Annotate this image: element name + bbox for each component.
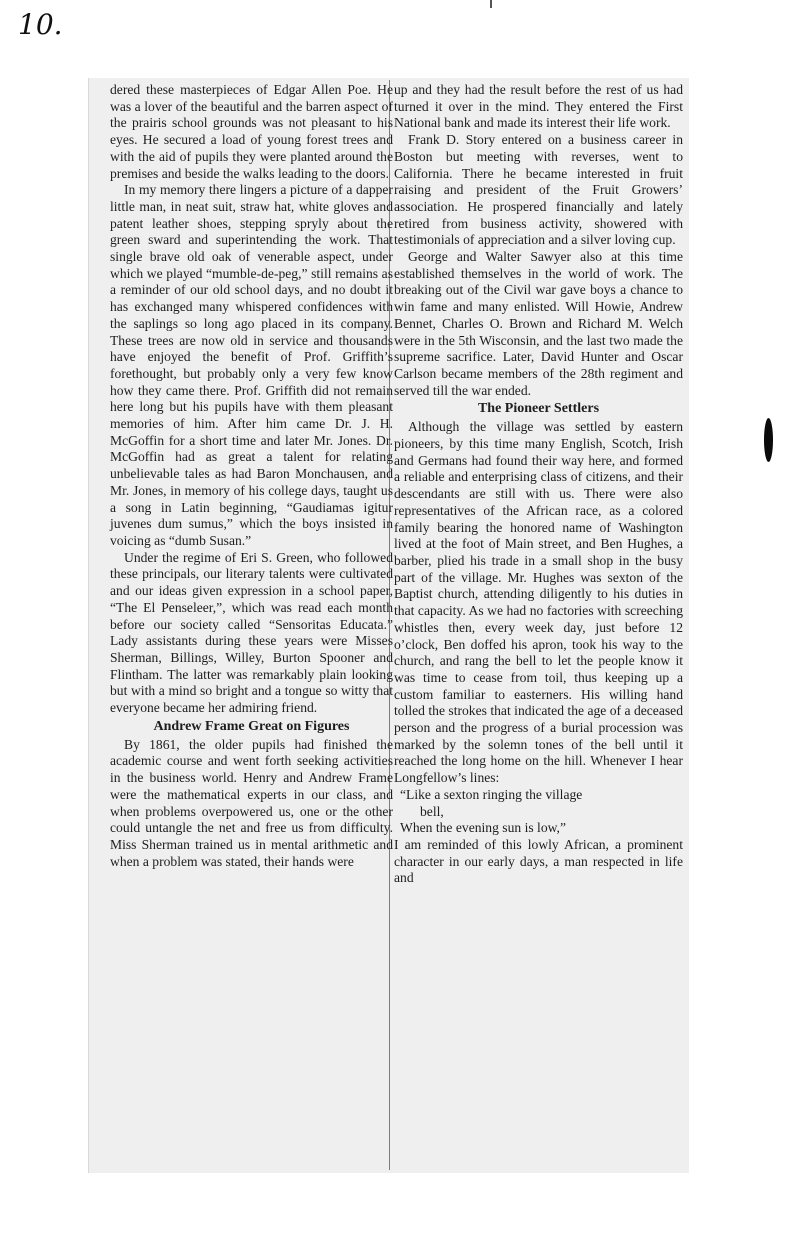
right-column [394,82,683,887]
left-paragraph: In my memory there lingers a picture of a dapper little man, in neat suit, straw hat, white gloves and patent leather shoes, stepping spryly about the green sward and superintending the work. That single brave old oak of venerable aspect, under which we played “mumble-de-peg,” still remains as a reminder of our old school days, and no doubt it has exchanged many whispered confidences with the saplings so long ago placed in its company. These trees are now old in service and thousands have enjoyed the benefit of Prof. Griffith’s forethought, but probably only a very few know how they came there. Prof. Griffith did not remain here long but his pupils have with them pleasant memories of him. After him came Dr. J. H. McGoffin for a short time and later Mr. Jones. Dr. McGoffin had as great a talent for relating unbelievable tales as had Baron Monchausen, and Mr. Jones, in memory of his college days, taught us a song in Latin beginning, “Gaudiamas igitur juvenes dum sumus,” which the boys insisted in voicing as “dumb Susan.” [110,182,393,548]
left-paragraph: Under the regime of Eri S. Green, who followed these principals, our literary talents were cultivated and our ideas given expression in a school paper, “The El Penseleer,”, which was read each month before our society called “Sensoritas Educata.” Lady assistants during these years were Misses Sherman, Billings, Willey, Burton Spooner and Flintham. The latter was remarkably plain looking but with a mind so bright and a tongue so witty that everyone became her admiring friend. [110,549,393,716]
page-number: 10. [18,8,63,41]
right-verse-line: When the evening sun is low,” [400,820,566,836]
right-subheading: The Pioneer Settlers [477,401,600,417]
left-column [110,82,393,870]
right-paragraph: I am reminded of this lowly African, a prominent character in our early days, a man respected in life and [394,836,683,886]
left-paragraph: By 1861, the older pupils had finished the academic course and went forth seeking activities in the business world. Henry and Andrew Frame were the mathematical experts in our class, and when problems overpowered us, one or the other could untangle the net and free us from difficulty. Miss Sherman trained us in mental arithmetic and when a problem was stated, their hands were [110,736,393,869]
right-paragraph: George and Walter Sawyer also at this time established themselves in the world of work. The breaking out of the Civil war gave boys a chance to win fame and many enlisted. Will Howie, Andrew Bennet, Charles O. Brown and Richard M. Welch were in the 5th Wisconsin, and the last two made the supreme sacrifice. Later, David Hunter and Oscar Carlson became members of the 28th regiment and served till the war ended. [394,249,683,398]
right-verse-line: “Like a sexton ringing the village [400,786,583,802]
left-subheading: Andrew Frame Great on Figures [153,718,350,734]
scan-mark-top [490,0,492,8]
right-paragraph: Although the village was settled by eastern pioneers, by this time many English, Scotch, Irish and Germans had found their way here, and formed a reliable and enterprising class of citizens, and their descendants are still with us. There were also representatives of the African race, as a colored family bearing the honored name of Washington lived at the foot of Main street, and Ben Hughes, a barber, plied his trade in a small shop in the busy part of the village. Mr. Hughes was sexton of the Baptist church, attending diligently to his duties in that capacity. As we had no factories with screeching whistles then, every week day, just before 12 o’clock, Ben doffed his apron, took his way to the church, and rang the bell to let the people know it was time to cease from toil, thus keeping up a custom familiar to easterners. His willing hand tolled the strokes that indicated the age of a deceased person and the progress of a burial procession was marked by the solemn tones of the bell until it reached the long home on the hill. Whenever I hear Longfellow’s lines: [394,419,683,786]
binding-hole-mark [764,418,773,462]
right-verse-line: bell, [420,803,444,819]
right-paragraph: up and they had the result before the rest of us had turned it over in the mind. They entered the First National bank and made its interest their life work. [394,82,683,131]
left-paragraph: dered these masterpieces of Edgar Allen Poe. He was a lover of the beautiful and the barren aspect of the prairis school grounds was not pleasant to his eyes. He secured a load of young forest trees and with the aid of pupils they were planted around the premises and beside the walks leading to the doors. [110,82,393,181]
right-paragraph: Frank D. Story entered on a business career in Boston but meeting with reverses, went to California. There he became interested in fruit raising and president of the Fruit Growers’ association. He prospered financially and lately retired from business activity, showered with testimonials of appreciation and a silver loving cup. [394,132,683,248]
